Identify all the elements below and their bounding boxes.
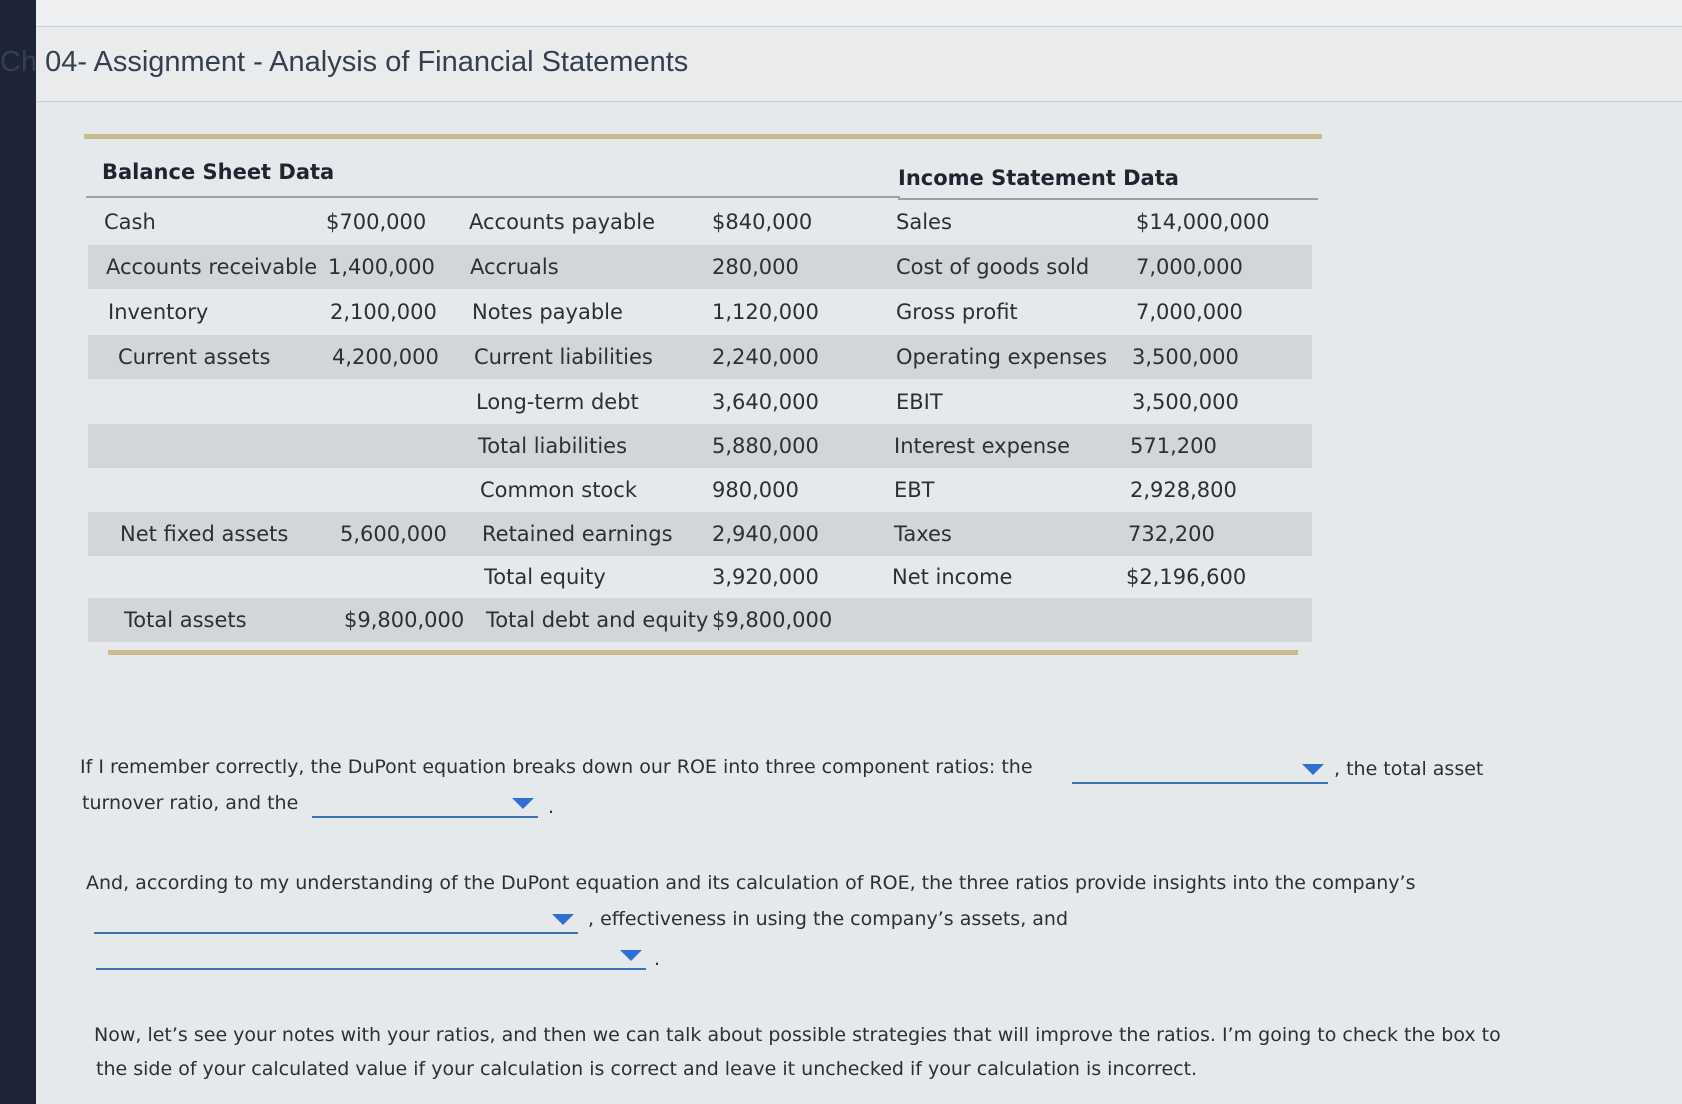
asset-label: Inventory — [108, 300, 209, 324]
question3-line2: the side of your calculated value if your calculation is correct and leave it unchecked if your calculation is incorrect. — [96, 1058, 1198, 1080]
income-value: 7,000,000 — [1136, 255, 1243, 279]
table-row — [88, 290, 1312, 334]
table-row — [88, 468, 1312, 512]
liability-value: $840,000 — [712, 210, 813, 234]
table-top-rule — [84, 134, 1322, 139]
asset-value: 5,600,000 — [340, 522, 447, 546]
chevron-down-icon — [552, 914, 574, 925]
dropdown-insight-1[interactable] — [94, 910, 578, 934]
table-row — [88, 200, 1312, 244]
liability-label: Long-term debt — [476, 390, 639, 414]
liability-value: 980,000 — [712, 478, 799, 502]
table-row — [88, 598, 1312, 642]
income-label: Taxes — [894, 522, 952, 546]
question1-text-c: turnover ratio, and the — [82, 792, 299, 814]
liability-label: Retained earnings — [482, 522, 673, 546]
content — [36, 102, 1682, 1104]
liability-label: Total liabilities — [478, 434, 628, 458]
income-value: 7,000,000 — [1136, 300, 1243, 324]
chevron-down-icon — [512, 798, 534, 809]
liability-value: 1,120,000 — [712, 300, 819, 324]
income-label: Sales — [896, 210, 952, 234]
top-bar — [36, 0, 1682, 27]
dropdown-insight-2[interactable] — [96, 946, 646, 970]
income-label: EBT — [894, 478, 935, 502]
question2-text-a: And, according to my understanding of the DuPont equation and its calculation of ROE, the three ratios provide insights into the company’s — [86, 872, 1416, 894]
liability-value: 2,940,000 — [712, 522, 819, 546]
liability-label: Total debt and equity — [486, 608, 709, 632]
asset-label: Total assets — [124, 608, 247, 632]
liability-value: $9,800,000 — [712, 608, 833, 632]
page-title: Ch 04- Assignment - Analysis of Financial Statements — [0, 46, 689, 78]
income-statement-title: Income Statement Data — [898, 166, 1179, 190]
income-label: Net income — [892, 565, 1013, 589]
income-label: Operating expenses — [896, 345, 1108, 369]
income-label: EBIT — [896, 390, 943, 414]
liability-label: Notes payable — [472, 300, 623, 324]
liability-value: 5,880,000 — [712, 434, 819, 458]
income-label: Interest expense — [894, 434, 1070, 458]
income-value: 732,200 — [1128, 522, 1215, 546]
income-value: 3,500,000 — [1132, 345, 1239, 369]
income-value: 2,928,800 — [1130, 478, 1237, 502]
balance-sheet-rule — [86, 196, 900, 198]
asset-value: 2,100,000 — [330, 300, 437, 324]
chevron-down-icon — [1302, 764, 1324, 775]
liability-label: Accounts payable — [469, 210, 655, 234]
liability-label: Common stock — [480, 478, 637, 502]
liability-value: 3,640,000 — [712, 390, 819, 414]
liability-label: Total equity — [484, 565, 606, 589]
left-edge — [0, 0, 36, 1104]
asset-label: Current assets — [118, 345, 271, 369]
table-bottom-rule — [108, 650, 1298, 655]
question1-text-b: , the total asset — [1334, 758, 1484, 780]
table-row — [88, 512, 1312, 556]
income-value: $2,196,600 — [1126, 565, 1247, 589]
balance-sheet-title: Balance Sheet Data — [102, 160, 335, 184]
liability-label: Accruals — [470, 255, 559, 279]
income-value: 571,200 — [1130, 434, 1217, 458]
table-row — [88, 380, 1312, 424]
income-value: 3,500,000 — [1132, 390, 1239, 414]
asset-label: Accounts receivable — [106, 255, 318, 279]
table-row — [88, 555, 1312, 599]
dropdown-ratio-2[interactable] — [312, 794, 538, 818]
liability-label: Current liabilities — [474, 345, 653, 369]
question2-text-c: . — [654, 948, 661, 970]
question2-text-b: , effectiveness in using the company’s assets, and — [588, 908, 1069, 930]
question1-text-d: . — [548, 796, 555, 818]
question3-line1: Now, let’s see your notes with your ratios, and then we can talk about possible strategies that will improve the ratios. I’m going to check the box to — [94, 1024, 1501, 1046]
liability-value: 2,240,000 — [712, 345, 819, 369]
liability-value: 3,920,000 — [712, 565, 819, 589]
asset-value: $700,000 — [326, 210, 427, 234]
income-value: $14,000,000 — [1136, 210, 1270, 234]
table-row — [88, 335, 1312, 379]
income-label: Cost of goods sold — [896, 255, 1090, 279]
asset-label: Net fixed assets — [120, 522, 289, 546]
income-label: Gross profit — [896, 300, 1018, 324]
asset-value: 1,400,000 — [328, 255, 435, 279]
asset-value: 4,200,000 — [332, 345, 439, 369]
asset-value: $9,800,000 — [344, 608, 465, 632]
chevron-down-icon — [620, 950, 642, 961]
dropdown-ratio-1[interactable] — [1072, 760, 1328, 784]
liability-value: 280,000 — [712, 255, 799, 279]
asset-label: Cash — [104, 210, 156, 234]
table-row — [88, 424, 1312, 468]
question1-text-a: If I remember correctly, the DuPont equation breaks down our ROE into three component ratios: the — [80, 756, 1033, 778]
table-row — [88, 245, 1312, 289]
